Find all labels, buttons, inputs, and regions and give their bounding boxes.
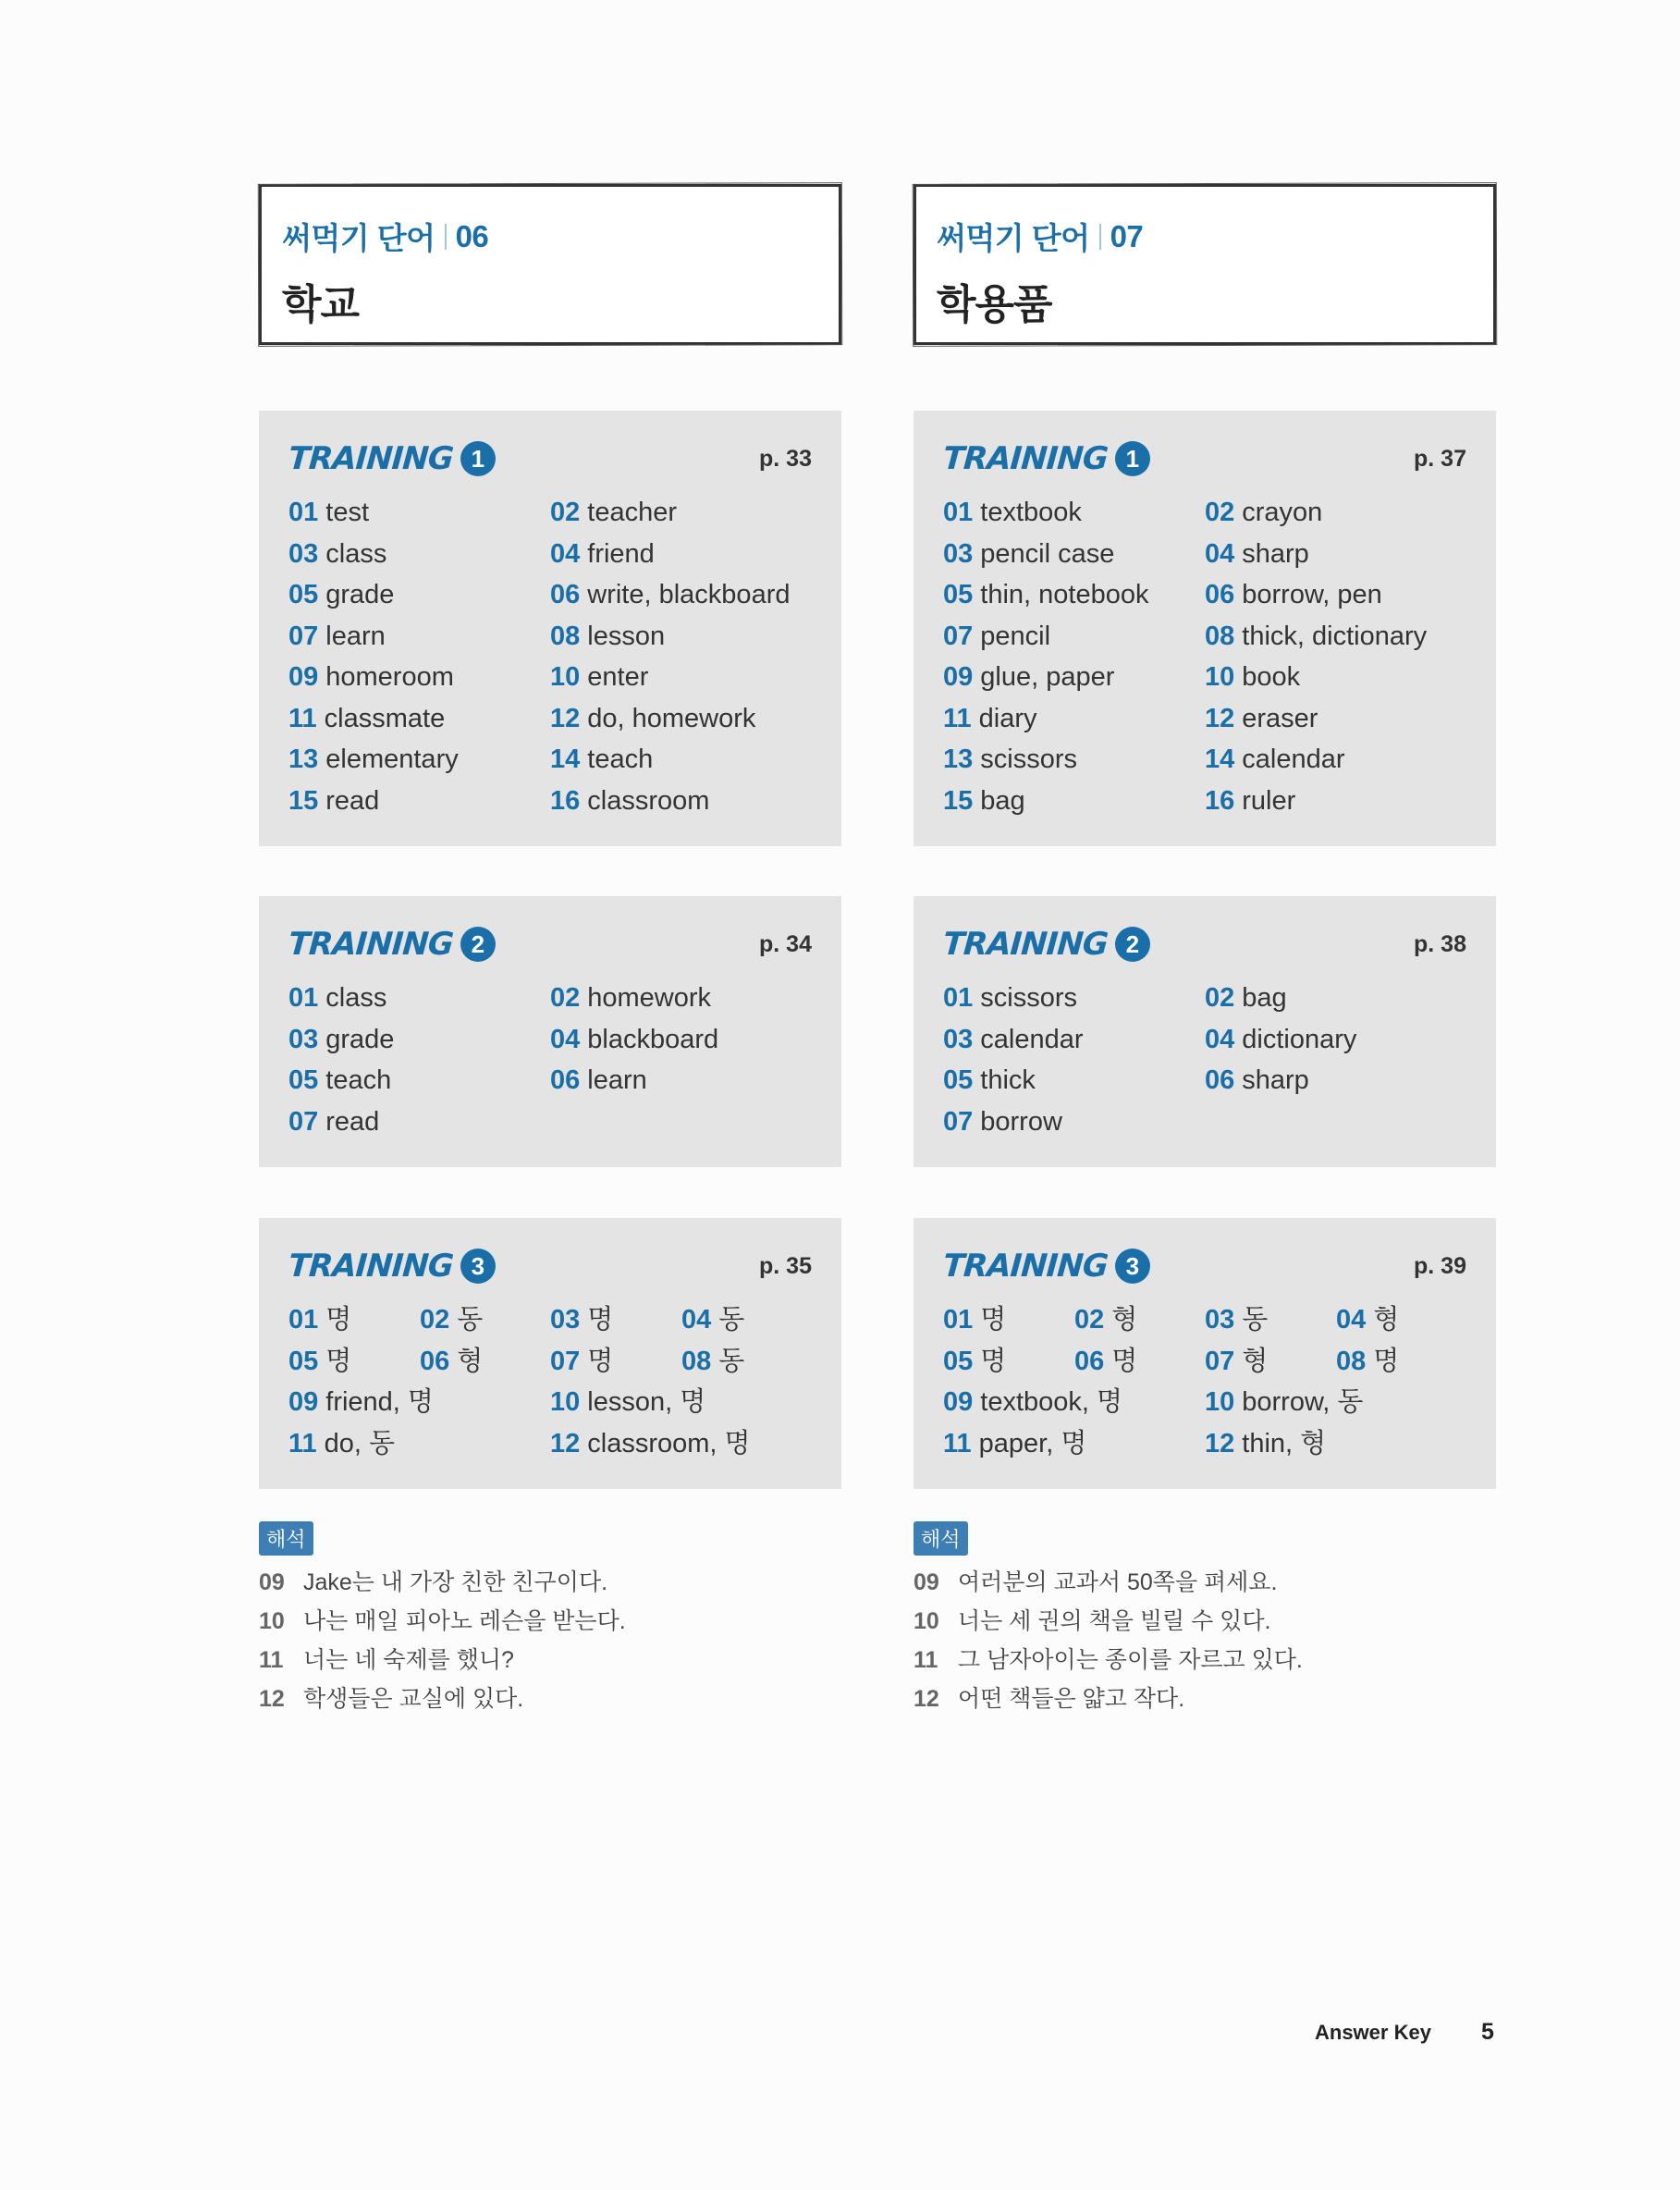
answer-number: 02 [550, 983, 581, 1013]
note-text: 여러분의 교과서 50쪽을 펴세요. [958, 1569, 1278, 1595]
answer-text: textbook, 명 [980, 1387, 1123, 1417]
answer-number: 07 [1205, 1346, 1235, 1376]
answer-number: 09 [943, 1387, 974, 1417]
page-reference: p. 35 [759, 1252, 812, 1279]
page-reference: p. 34 [759, 930, 812, 957]
answer-item [943, 739, 1205, 781]
answer-item [1205, 574, 1466, 616]
answer-text: ruler [1242, 785, 1296, 816]
answer-number: 15 [943, 785, 974, 816]
divider [445, 224, 447, 250]
answer-number: 05 [943, 580, 974, 609]
answer-number: 06 [420, 1346, 450, 1376]
answer-item [288, 574, 550, 616]
unit-header [259, 184, 841, 345]
answer-number: 10 [1205, 662, 1235, 692]
answer-text: learn [325, 621, 386, 651]
answer-item [550, 1423, 812, 1465]
answer-item [288, 739, 550, 781]
answer-number: 02 [420, 1305, 450, 1335]
answer-number: 07 [288, 1106, 319, 1137]
note-number: 10 [914, 1608, 939, 1634]
answer-text: borrow [980, 1106, 1062, 1137]
answer-number: 07 [288, 621, 319, 651]
answer-item [288, 781, 550, 822]
answer-item [1205, 657, 1466, 698]
answer-item [288, 978, 550, 1019]
answer-item [550, 657, 812, 698]
note-line [914, 1679, 1496, 1718]
answer-number: 01 [288, 498, 319, 527]
note-text: 학생들은 교실에 있다. [303, 1686, 524, 1712]
answer-text: borrow, pen [1242, 580, 1382, 609]
answer-item [943, 534, 1205, 575]
answer-text: 명 [587, 1346, 614, 1376]
translation-notes [914, 1521, 1496, 1718]
answer-text: book [1242, 662, 1301, 692]
training-number-badge: 3 [1115, 1249, 1150, 1284]
answer-item [1205, 492, 1466, 534]
answer-item [943, 657, 1205, 698]
answer-item [288, 1019, 550, 1061]
answer-text: write, blackboard [587, 580, 791, 609]
answer-number: 06 [1074, 1346, 1105, 1376]
answer-text: thick [980, 1065, 1036, 1095]
answer-text: bag [980, 785, 1025, 816]
answer-number: 06 [1205, 1065, 1235, 1095]
answer-number: 09 [943, 662, 974, 692]
answer-text: crayon [1242, 498, 1323, 527]
answer-number: 02 [1074, 1305, 1105, 1335]
answer-item [288, 1382, 550, 1423]
answer-text: teach [587, 744, 654, 774]
answer-number: 08 [550, 621, 581, 651]
training-label: TRAINING [287, 1248, 455, 1285]
answer-text: 형 [1242, 1346, 1269, 1376]
answer-item [943, 1060, 1205, 1101]
answer-item [1336, 1299, 1466, 1341]
answer-number: 09 [288, 662, 319, 692]
note-number: 10 [259, 1608, 285, 1634]
answer-text: calendar [1242, 744, 1345, 774]
training-number-badge: 1 [1115, 441, 1150, 476]
answer-item [1205, 534, 1466, 575]
answer-item [550, 1299, 681, 1341]
answer-item [288, 657, 550, 698]
note-line [259, 1679, 841, 1718]
answer-text: thin, 형 [1242, 1428, 1327, 1458]
answer-item [943, 492, 1205, 534]
answer-text: teacher [587, 498, 677, 527]
answer-number: 06 [1205, 580, 1235, 609]
answer-item [550, 1060, 812, 1101]
answer-item [943, 781, 1205, 822]
answer-item [550, 1019, 812, 1061]
answer-item [288, 1423, 550, 1465]
answer-item [1205, 1341, 1336, 1383]
answer-number: 10 [1205, 1387, 1235, 1417]
answer-text: enter [587, 662, 649, 692]
right-column [914, 184, 1496, 1712]
note-number: 11 [914, 1647, 938, 1673]
answer-number: 07 [550, 1346, 581, 1376]
answer-item [420, 1341, 550, 1383]
training-number-badge: 2 [460, 927, 496, 962]
training-label: TRAINING [941, 1248, 1110, 1285]
training-1-box [914, 411, 1496, 846]
unit-title: 학용품 [937, 282, 1052, 327]
answer-item [943, 698, 1205, 740]
answer-number: 01 [288, 983, 319, 1013]
note-text: 너는 네 숙제를 했니? [303, 1647, 514, 1673]
answer-text: scissors [980, 744, 1077, 774]
note-line [259, 1641, 841, 1679]
answer-text: read [325, 1106, 380, 1137]
answer-item [943, 616, 1205, 658]
answer-item [943, 1382, 1205, 1423]
answer-number: 05 [943, 1346, 974, 1376]
answer-number: 09 [288, 1387, 319, 1417]
answer-number: 04 [550, 538, 581, 569]
note-text: 그 남자아이는 종이를 자르고 있다. [958, 1647, 1303, 1673]
answer-item [943, 1019, 1205, 1061]
answer-number: 11 [288, 703, 317, 733]
answer-item [550, 739, 812, 781]
answer-text: paper, 명 [978, 1428, 1087, 1458]
training-2-heading [943, 926, 1150, 963]
answer-number: 13 [288, 744, 319, 774]
answer-item [943, 978, 1205, 1019]
answer-number: 05 [288, 1346, 319, 1376]
answer-number: 12 [1205, 1428, 1235, 1458]
training-number-badge: 2 [1115, 927, 1150, 962]
answer-text: read [325, 785, 380, 816]
answer-item [550, 574, 812, 616]
answer-grid-long [288, 1382, 812, 1464]
note-text: 어떤 책들은 얇고 작다. [958, 1686, 1185, 1712]
answer-text: 명 [325, 1305, 352, 1335]
answer-text: 형 [1111, 1305, 1138, 1335]
page-reference: p. 37 [1414, 445, 1466, 472]
answer-item [1074, 1299, 1205, 1341]
answer-item [1205, 739, 1466, 781]
answer-text: blackboard [587, 1024, 719, 1054]
answer-item [1205, 1299, 1336, 1341]
answer-item [288, 492, 550, 534]
note-number: 11 [259, 1647, 284, 1673]
answer-text: bag [1242, 983, 1287, 1013]
answer-text: 형 [457, 1346, 484, 1376]
answer-item [681, 1299, 812, 1341]
notes-list [914, 1563, 1496, 1718]
translation-notes [259, 1521, 841, 1718]
answer-item [550, 698, 812, 740]
answer-text: lesson, 명 [587, 1387, 706, 1417]
answer-text: borrow, 동 [1242, 1387, 1364, 1417]
answer-number: 05 [288, 580, 319, 609]
answer-text: thin, notebook [980, 580, 1149, 609]
answer-number: 11 [943, 1428, 972, 1458]
answer-text: 명 [980, 1305, 1007, 1335]
answer-number: 05 [943, 1065, 974, 1095]
answer-text: sharp [1242, 538, 1309, 569]
answer-grid-short [288, 1299, 812, 1382]
answer-text: 명 [587, 1305, 614, 1335]
training-label: TRAINING [941, 926, 1110, 963]
answer-grid [288, 978, 812, 1142]
answer-text: diary [978, 703, 1037, 733]
answer-number: 04 [550, 1024, 581, 1054]
unit-number: 06 [455, 218, 489, 253]
answer-item [550, 534, 812, 575]
answer-number: 12 [550, 703, 581, 733]
answer-text: do, homework [587, 703, 756, 733]
training-3-heading [288, 1248, 496, 1285]
answer-item [943, 1341, 1074, 1383]
answer-number: 04 [1336, 1305, 1367, 1335]
training-number-badge: 1 [460, 441, 496, 476]
answer-text: 동 [1242, 1305, 1269, 1335]
answer-item [681, 1341, 812, 1383]
training-1-heading [288, 440, 496, 477]
answer-grid-long [943, 1382, 1466, 1464]
note-line [259, 1602, 841, 1641]
training-2-box [259, 896, 841, 1167]
answer-text: 명 [1373, 1346, 1400, 1376]
answer-number: 01 [943, 498, 974, 527]
answer-number: 14 [1205, 744, 1235, 774]
note-text: Jake는 내 가장 친한 친구이다. [303, 1569, 608, 1595]
answer-item [288, 1101, 550, 1143]
answer-item [550, 1382, 812, 1423]
training-1-heading [943, 440, 1150, 477]
note-number: 09 [914, 1569, 939, 1595]
answer-item [550, 978, 812, 1019]
answer-item [1205, 1423, 1466, 1465]
answer-text: 명 [325, 1346, 352, 1376]
unit-label-text: 써먹기 단어 [282, 221, 435, 255]
page-number: 5 [1481, 2019, 1494, 2045]
training-3-box [259, 1218, 841, 1489]
footer-label: Answer Key [1315, 2021, 1431, 2044]
page-reference: p. 39 [1414, 1252, 1466, 1279]
unit-title: 학교 [282, 282, 360, 327]
answer-text: 명 [980, 1346, 1007, 1376]
answer-item [1205, 1060, 1466, 1101]
training-2-box [914, 896, 1496, 1167]
answer-item [943, 1299, 1074, 1341]
answer-text: test [325, 498, 370, 527]
answer-item [1205, 978, 1466, 1019]
answer-text: 동 [718, 1305, 745, 1335]
answer-text: teach [325, 1065, 392, 1095]
answer-number: 07 [943, 621, 974, 651]
answer-number: 02 [550, 498, 581, 527]
training-3-box [914, 1218, 1496, 1489]
answer-grid [943, 978, 1466, 1142]
answer-text: lesson [587, 621, 666, 651]
answer-text: thick, dictionary [1242, 621, 1428, 651]
answer-number: 10 [550, 1387, 581, 1417]
answer-text: pencil [980, 621, 1051, 651]
answer-text: 형 [1373, 1305, 1400, 1335]
answer-item [288, 698, 550, 740]
answer-item [288, 1060, 550, 1101]
answer-number: 08 [1336, 1346, 1367, 1376]
answer-text: calendar [980, 1024, 1084, 1054]
translation-tag: 해석 [914, 1521, 968, 1556]
note-number: 12 [259, 1686, 285, 1712]
answer-number: 03 [1205, 1305, 1235, 1335]
left-column [259, 184, 841, 1712]
answer-text: dictionary [1242, 1024, 1357, 1054]
answer-grid [288, 492, 812, 821]
answer-item [550, 1341, 681, 1383]
answer-number: 05 [288, 1065, 319, 1095]
note-line [914, 1563, 1496, 1602]
answer-text: learn [587, 1065, 647, 1095]
answer-number: 03 [943, 538, 974, 569]
answer-item [943, 1101, 1205, 1143]
answer-number: 16 [1205, 785, 1235, 816]
training-number-badge: 3 [460, 1249, 496, 1284]
page-reference: p. 38 [1414, 930, 1466, 957]
answer-text: class [325, 538, 387, 569]
answer-text: 동 [718, 1346, 745, 1376]
training-3-heading [943, 1248, 1150, 1285]
answer-number: 04 [1205, 538, 1235, 569]
answer-number: 03 [943, 1024, 974, 1054]
answer-item [1205, 698, 1466, 740]
answer-number: 04 [681, 1305, 712, 1335]
answer-text: friend, 명 [325, 1387, 434, 1417]
answer-text: eraser [1242, 703, 1318, 733]
training-label: TRAINING [287, 440, 455, 477]
answer-text: do, 동 [324, 1428, 396, 1458]
answer-text: classroom [587, 785, 710, 816]
answer-number: 03 [550, 1305, 581, 1335]
unit-header [914, 184, 1496, 345]
answer-item [288, 1299, 420, 1341]
answer-text: sharp [1242, 1065, 1309, 1095]
answer-number: 01 [288, 1305, 319, 1335]
answer-item [1205, 1382, 1466, 1423]
translation-tag: 해석 [259, 1521, 313, 1556]
divider [1099, 224, 1101, 250]
answer-number: 13 [943, 744, 974, 774]
training-2-heading [288, 926, 496, 963]
training-label: TRAINING [287, 926, 455, 963]
note-line [914, 1641, 1496, 1679]
note-number: 12 [914, 1686, 939, 1712]
answer-text: scissors [980, 983, 1077, 1013]
answer-item [1205, 616, 1466, 658]
note-line [914, 1602, 1496, 1641]
answer-number: 15 [288, 785, 319, 816]
answer-number: 03 [288, 1024, 319, 1054]
answer-item [943, 574, 1205, 616]
answer-number: 02 [1205, 498, 1235, 527]
note-text: 나는 매일 피아노 레슨을 받는다. [303, 1608, 626, 1634]
answer-item [288, 1341, 420, 1383]
answer-number: 06 [550, 1065, 581, 1095]
answer-item [550, 781, 812, 822]
answer-number: 08 [681, 1346, 712, 1376]
answer-item [943, 1423, 1205, 1465]
unit-label-text: 써먹기 단어 [937, 221, 1090, 255]
answer-item [420, 1299, 550, 1341]
answer-text: 동 [457, 1305, 484, 1335]
answer-text: friend [587, 538, 655, 569]
answer-number: 16 [550, 785, 581, 816]
unit-label [937, 215, 1473, 258]
training-label: TRAINING [941, 440, 1110, 477]
answer-number: 04 [1205, 1024, 1235, 1054]
answer-number: 10 [550, 662, 581, 692]
answer-item [1336, 1341, 1466, 1383]
answer-number: 07 [943, 1106, 974, 1137]
answer-item [550, 616, 812, 658]
note-text: 너는 세 권의 책을 빌릴 수 있다. [958, 1608, 1271, 1634]
answer-text: class [325, 983, 387, 1013]
page-reference: p. 33 [759, 445, 812, 472]
answer-item [550, 492, 812, 534]
answer-number: 11 [288, 1428, 317, 1458]
answer-number: 02 [1205, 983, 1235, 1013]
answer-text: grade [325, 1024, 395, 1054]
answer-number: 01 [943, 983, 974, 1013]
answer-item [1205, 1019, 1466, 1061]
answer-number: 11 [943, 703, 972, 733]
answer-item [288, 616, 550, 658]
answer-number: 12 [550, 1428, 581, 1458]
answer-text: glue, paper [980, 662, 1115, 692]
answer-item [1205, 781, 1466, 822]
answer-text: classroom, 명 [587, 1428, 751, 1458]
answer-text: homework [587, 983, 712, 1013]
answer-number: 06 [550, 580, 581, 609]
answer-item [288, 534, 550, 575]
answer-number: 08 [1205, 621, 1235, 651]
answer-number: 03 [288, 538, 319, 569]
answer-text: grade [325, 580, 395, 609]
answer-text: classmate [324, 703, 446, 733]
answer-number: 01 [943, 1305, 974, 1335]
note-line [259, 1563, 841, 1602]
notes-list [259, 1563, 841, 1718]
training-1-box [259, 411, 841, 846]
unit-label [282, 215, 818, 258]
answer-number: 12 [1205, 703, 1235, 733]
answer-text: elementary [325, 744, 459, 774]
answer-item [1074, 1341, 1205, 1383]
answer-grid-short [943, 1299, 1466, 1382]
answer-text: homeroom [325, 662, 454, 692]
answer-text: pencil case [980, 538, 1115, 569]
note-number: 09 [259, 1569, 285, 1595]
answer-number: 14 [550, 744, 581, 774]
answer-grid [943, 492, 1466, 821]
unit-number: 07 [1110, 218, 1144, 253]
answer-text: textbook [980, 498, 1082, 527]
answer-text: 명 [1111, 1346, 1138, 1376]
